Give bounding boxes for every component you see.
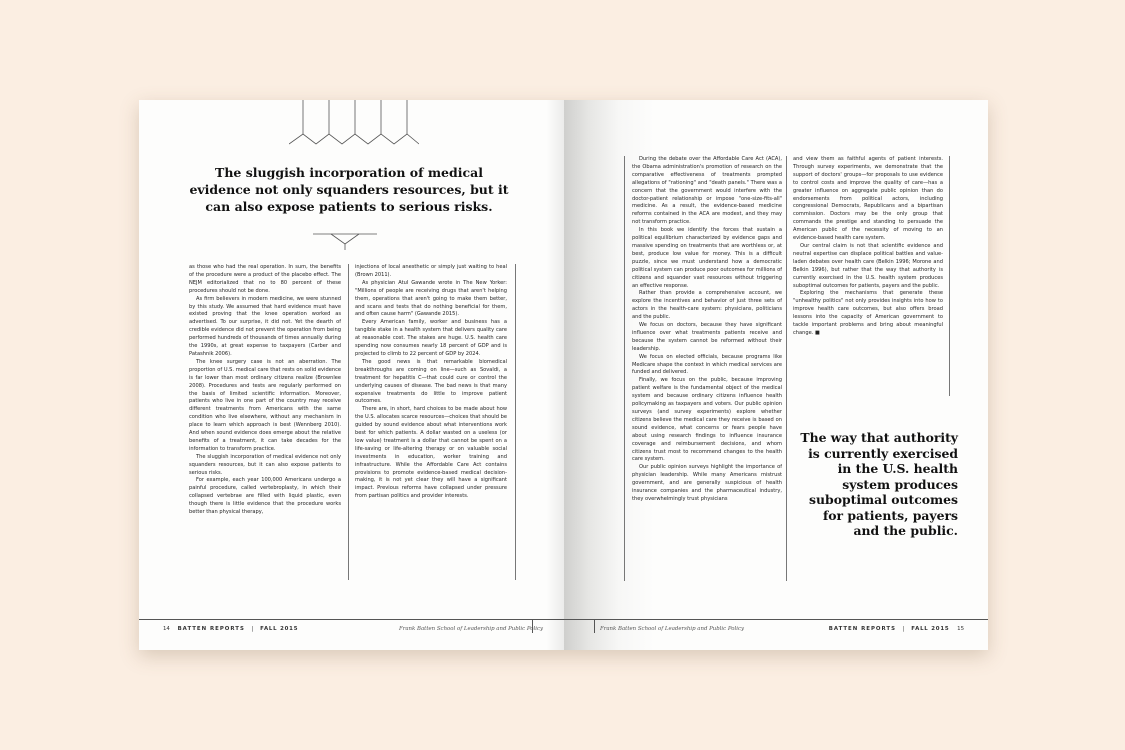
paragraph: The sluggish incorporation of medical evidence not only squanders resources, but it can also expose patients to serious risks. <box>189 453 341 476</box>
school-name: Frank Batten School of Leadership and Public Policy <box>600 626 745 632</box>
paragraph: There are, in short, hard choices to be made about how the U.S. allocates scarce resources—choices that should be guided by sound evidence about what interventions work best for which patients. A dollar wasted on a useless (or low value) treatment is a dollar that cannot be spent on a life-saving or life-altering therapy or on valuable social investments in education, worker training and infrastructure. While the Affordable Care Act contains provisions to promote evidence-based medical decision-making, it is not yet clear they will have a significant impact. Previous reforms have collapsed under pressure from partisan politics and provider interests. <box>355 406 507 500</box>
paragraph: The good news is that remarkable biomedical breakthroughs are coming on line—such as Sovaldi, a treatment for hepatitis C—that could cure or control the underlying causes of disease. The bad news is that many expensive treatments do little to improve patient outcomes. <box>355 358 507 405</box>
body-column-4 <box>793 156 943 396</box>
paragraph: Our public opinion surveys highlight the importance of physician leadership. While many Americans mistrust government, and are generally suspicious of health insurance companies and the pharmaceutical industry, they overwhelmingly trust physicians <box>632 464 782 502</box>
column-rule <box>348 264 349 580</box>
footer-separator: | <box>902 626 905 632</box>
paragraph: Exploring the mechanisms that generate these "unhealthy politics" not only provides insights into how to improve health care outcomes, but also offers broad lessons into the capacity of American government to tackle important problems and bring about meaningful change. ■ <box>793 290 943 336</box>
chevron-ornament <box>313 230 377 250</box>
paragraph: As firm believers in modern medicine, we were stunned by this study. We assumed that hard evidence must have existed proving that the knee operation worked as advertised. To our surprise, it did not. Yet the dearth of credible evidence did not prevent the operation from being performed hundreds of thousands of times annually during the 1990s, at great expense to taxpayers (Carber and Patashnik 2006). <box>189 295 341 357</box>
paragraph: As physician Atul Gawande wrote in The New Yorker: "Millions of people are receiving drugs that aren't helping them, operations that aren't going to make them better, and scans and tests that do nothing beneficial for them, and often cause harm" (Gawande 2015). <box>355 279 507 318</box>
pull-quote: The sluggish incorporation of medical evidence not only squanders resources, but it can also expose patients to serious risks. <box>189 165 509 214</box>
column-rule <box>786 156 787 581</box>
column-rule <box>949 156 950 396</box>
footer-rule <box>139 619 564 620</box>
footer-left <box>163 626 298 632</box>
footer-tick <box>594 619 595 633</box>
footer-right <box>829 626 964 632</box>
hexagon-ornament-top <box>289 100 419 148</box>
publication-name: BATTEN REPORTS <box>177 626 245 632</box>
paragraph: Finally, we focus on the public, because improving patient welfare is the fundamental object of the medical system and because ordinary citizens influence health policymaking as taxpayers and voters. Our public opinion surveys (and survey experiments) explore whether citizens believe the medical care they receive is based on sound evidence, what concerns or fears people have about using research findings to influence insurance coverage and reimbursement decisions, and whom citizens trust most to recommend changes to the health care system. <box>632 377 782 463</box>
paragraph: The knee surgery case is not an aberration. The proportion of U.S. medical care that rests on solid evidence is far lower than most ordinary citizens realize (Brownlee 2008). Procedures and tests are regularly performed on the basis of limited scientific information. Moreover, patients who live in one part of the country may receive different treatments from Americans with the same condition who live elsewhere, without any mechanism in place to learn which approach is best (Wennberg 2010). And when sound evidence does emerge about the relative benefits of a treatment, it can take decades for the information to transform practice. <box>189 358 341 452</box>
publication-name: BATTEN REPORTS <box>828 626 896 632</box>
body-column-2 <box>355 264 507 580</box>
issue-label: FALL 2015 <box>911 626 950 632</box>
issue-label: FALL 2015 <box>260 626 299 632</box>
page-number: 14 <box>163 626 170 632</box>
page-number: 15 <box>957 626 964 632</box>
paragraph: Every American family, worker and business has a tangible stake in a health system that delivers quality care at reasonable cost. The stakes are huge. U.S. health care spending now consumes nearly 18 percent of GDP and is projected to climb to 22 percent of GDP by 2024. <box>355 319 507 357</box>
right-page <box>564 100 988 650</box>
body-column-3 <box>632 156 782 581</box>
paragraph: For example, each year 100,000 Americans undergo a painful procedure, called vertebroplasty, in which their collapsed vertebrae are filled with liquid plastic, even though there is little evidence that the procedure works better than physical therapy, <box>189 477 341 516</box>
left-page <box>139 100 564 650</box>
column-rule <box>624 156 625 581</box>
pull-quote-right: The way that authority is currently exercised in the U.S. health system produces suboptimal outcomes for patients, payers and the public. <box>800 430 958 538</box>
paragraph: In this book we identify the forces that sustain a political equilibrium characterized by evidence gaps and massive spending on treatments that are worthless or, at best, produce low value for money. This is a difficult puzzle, since we must understand how a democratic political system can produce poor outcomes for millions of citizens and squander vast resources without triggering an effective response. <box>632 227 782 289</box>
paragraph: During the debate over the Affordable Care Act (ACA), the Obama administration's promotion of research on the comparative effectiveness of treatments prompted allegations of "rationing" and "death panels." There was a concern that the government would interfere with the doctor-patient relationship or impose "one-size-fits-all" medicine. As a result, the evidence-based medicine reforms contained in the ACA are modest, and they may not transform practice. <box>632 156 782 226</box>
footer-rule <box>564 619 988 620</box>
paragraph: and view them as faithful agents of patient interests. Through survey experiments, we demonstrate that the support of doctors' groups—for proposals to use evidence to control costs and improve the quality of care—has a greater influence on aggregate public opinion than do endorsements from political actors, including congressional Democrats, Republicans and a bipartisan commission. Doctors may be the only group that commands the prestige and standing to persuade the American public of the necessity of moving to an evidence-based health care system. <box>793 156 943 242</box>
magazine-spread <box>139 100 988 650</box>
paragraph: as those who had the real operation. In sum, the benefits of the procedure were a product of the placebo effect. The NEJM editorialized that no to 80 percent of these procedures should not be done. <box>189 264 341 294</box>
paragraph: injections of local anesthetic or simply just waiting to heal (Brown 2011). <box>355 264 507 278</box>
paragraph: Rather than provide a comprehensive account, we explore the incentives and behavior of just three sets of actors in the health-care system: physicians, politicians and the public. <box>632 290 782 321</box>
paragraph: We focus on elected officials, because programs like Medicare shape the context in which medical services are funded and delivered. <box>632 353 782 376</box>
footer-separator: | <box>251 626 254 632</box>
school-name: Frank Batten School of Leadership and Public Policy <box>399 626 544 632</box>
paragraph: We focus on doctors, because they have significant influence over what treatments patients receive and because the system cannot be reformed without their leadership. <box>632 322 782 352</box>
body-column-1 <box>189 264 341 580</box>
column-rule <box>515 264 516 580</box>
paragraph: Our central claim is not that scientific evidence and neutral expertise can displace political battles and value-laden debates over health care (Belkin 1996; Morone and Belkin 1996), but rather that the way that authority is currently exercised in the U.S. health system produces suboptimal outcomes for patients, payers and the public. <box>793 242 943 289</box>
